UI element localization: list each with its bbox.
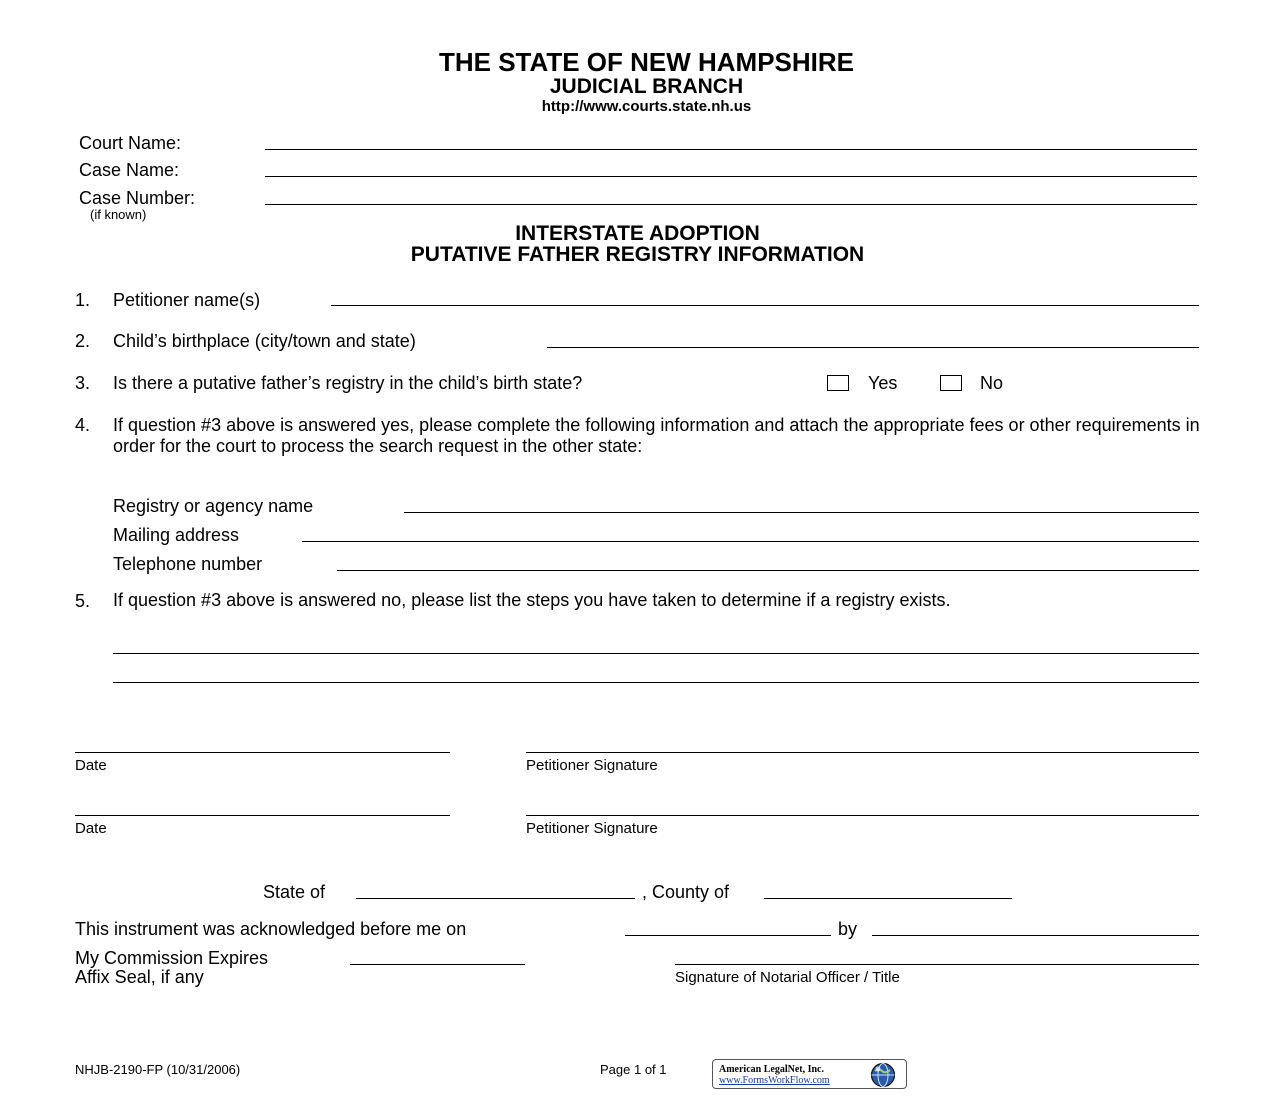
q5-number: 5. (75, 591, 91, 611)
telephone-label: Telephone number (113, 554, 263, 574)
if-known-note: (if known) (90, 207, 147, 222)
q3-label: Is there a putative father’s registry in the child’s birth state? (113, 373, 583, 393)
petitioner-signature-field-2[interactable] (526, 815, 1199, 816)
court-website-url: http://www.courts.state.nh.us (541, 98, 752, 115)
petitioner-signature-field-1[interactable] (526, 752, 1199, 753)
no-label: No (980, 373, 1004, 393)
date-label-2: Date (75, 820, 107, 837)
case-number-label: Case Number: (79, 188, 196, 208)
q3-number: 3. (75, 373, 91, 393)
case-name-label: Case Name: (79, 160, 180, 180)
branch-title: JUDICIAL BRANCH (549, 75, 744, 98)
date-field-2[interactable] (75, 815, 450, 816)
mailing-address-field[interactable] (302, 541, 1199, 542)
mailing-address-label: Mailing address (113, 525, 240, 545)
registry-steps-line-1[interactable] (113, 653, 1199, 654)
date-field-1[interactable] (75, 752, 450, 753)
by-label: by (838, 919, 858, 939)
child-birthplace-field[interactable] (547, 347, 1199, 348)
commission-expires-field[interactable] (350, 964, 525, 965)
form-title-line1: INTERSTATE ADOPTION (515, 222, 760, 245)
petitioner-names-field[interactable] (331, 305, 1199, 306)
page-number: Page 1 of 1 (600, 1062, 667, 1077)
registry-name-label: Registry or agency name (113, 496, 314, 516)
county-of-label: , County of (642, 882, 730, 902)
q4-number: 4. (75, 415, 91, 435)
q5-text: If question #3 above is answered no, please list the steps you have taken to determine if a registry exists. (113, 590, 951, 610)
acknowledged-label: This instrument was acknowledged before me on (75, 919, 467, 939)
registry-steps-line-2[interactable] (113, 682, 1199, 683)
no-checkbox[interactable] (940, 375, 962, 391)
county-of-field[interactable] (764, 898, 1012, 899)
date-label-1: Date (75, 757, 107, 774)
court-name-label: Court Name: (79, 133, 182, 153)
telephone-field[interactable] (337, 570, 1199, 571)
q2-label: Child’s birthplace (city/town and state) (113, 331, 416, 351)
petitioner-signature-label-1: Petitioner Signature (526, 757, 658, 774)
logo-company-name: American LegalNet, Inc. (719, 1064, 824, 1075)
state-of-field[interactable] (356, 898, 635, 899)
american-legalnet-logo (712, 1059, 907, 1089)
logo-website-link[interactable]: www.FormsWorkFlow.com (719, 1075, 830, 1086)
yes-label: Yes (868, 373, 898, 393)
q2-number: 2. (75, 331, 91, 351)
acknowledged-by-field[interactable] (872, 935, 1199, 936)
acknowledged-date-field[interactable] (625, 935, 831, 936)
q4-text: If question #3 above is answered yes, please complete the following information and attach the appropriate fees or other requirements in order for the court to process the search request in the other state: (113, 415, 1200, 456)
case-name-field[interactable] (265, 176, 1197, 177)
registry-name-field[interactable] (404, 512, 1199, 513)
petitioner-signature-label-2: Petitioner Signature (526, 820, 658, 837)
form-title-line2: PUTATIVE FATHER REGISTRY INFORMATION (410, 243, 865, 266)
court-name-field[interactable] (265, 149, 1197, 150)
state-of-label: State of (263, 882, 326, 902)
case-number-field[interactable] (265, 204, 1197, 205)
notarial-signature-field[interactable] (675, 964, 1199, 965)
affix-seal-label: Affix Seal, if any (75, 967, 204, 987)
yes-checkbox[interactable] (827, 375, 849, 391)
form-code: NHJB-2190-FP (10/31/2006) (75, 1062, 241, 1077)
q1-label: Petitioner name(s) (113, 290, 261, 310)
globe-icon (870, 1062, 896, 1088)
commission-expires-label: My Commission Expires (75, 948, 269, 968)
notarial-signature-label: Signature of Notarial Officer / Title (675, 969, 900, 986)
state-title: THE STATE OF NEW HAMPSHIRE (438, 47, 855, 77)
q1-number: 1. (75, 290, 91, 310)
